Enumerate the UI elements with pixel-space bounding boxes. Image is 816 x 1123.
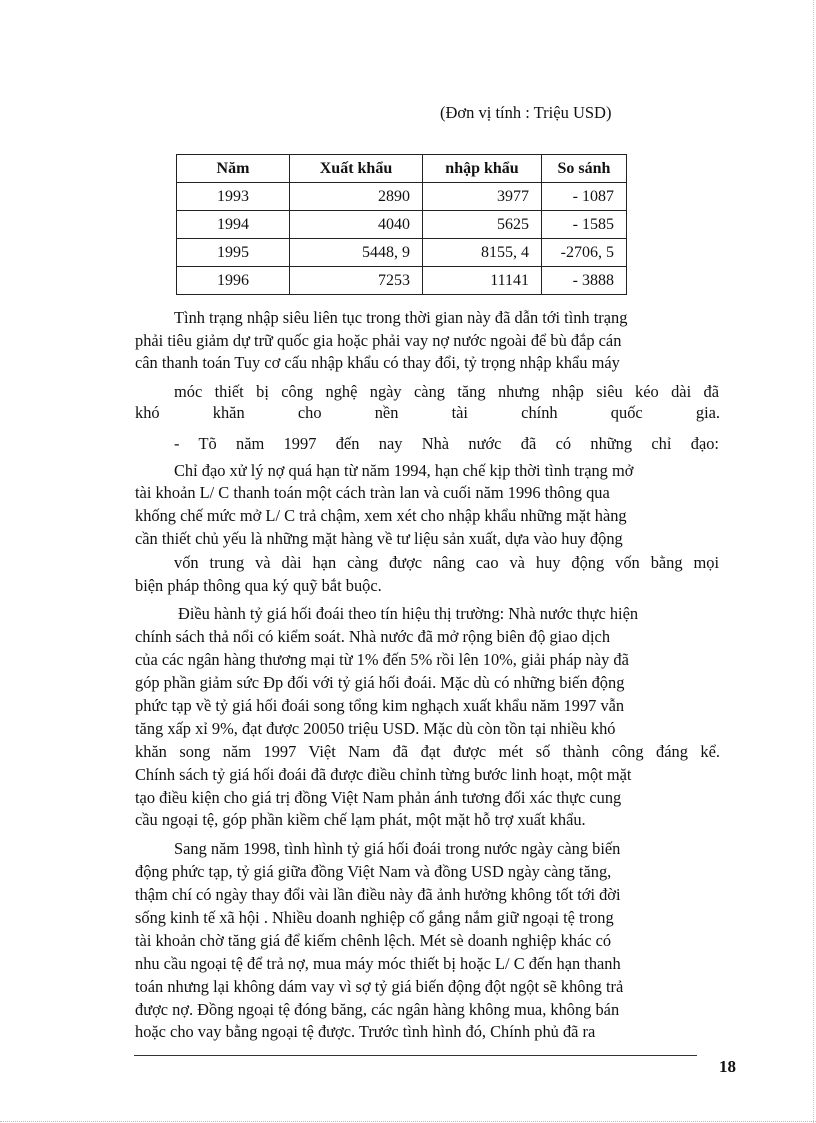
text-line: cầu ngoại tệ, góp phần kiềm chế lạm phát, một mặt hỗ trợ xuất khẩu. — [135, 810, 586, 829]
cell-import: 8155, 4 — [423, 239, 542, 267]
text-line: Chính sách tỷ giá hối đoái đã được điều chỉnh từng bước linh hoạt, một mặt — [135, 765, 632, 784]
page-right-edge — [813, 0, 814, 1123]
text-line: của các ngân hàng thương mại từ 1% đến 5% rồi lên 10%, giải pháp này đã — [135, 650, 629, 669]
cell-export: 4040 — [290, 211, 423, 239]
text-line: tăng xấp xỉ 9%, đạt được 20050 triệu USD. Mặc dù còn tồn tại nhiều khó — [135, 719, 616, 738]
text-line: góp phần giảm sức Đp đối với tỷ giá hối đoái. Mặc dù có những biến động — [135, 673, 625, 692]
text-line: phức tạp về tỷ giá hối đoái song tổng kim nghạch xuất khẩu năm 1997 vẫn — [135, 696, 625, 715]
cell-compare: -2706, 5 — [542, 239, 627, 267]
text-line: khống chế mức mở L/ C trả chậm, xem xét cho nhập khẩu những mặt hàng — [135, 506, 627, 525]
text-line: phải tiêu giảm dự trữ quốc gia hoặc phải vay nợ nước ngoài để bù đắp cán — [135, 331, 622, 350]
cell-compare: - 1087 — [542, 183, 627, 211]
text-line: được nợ. Đồng ngoại tệ đóng băng, các ngân hàng không mua, không bán — [135, 1000, 620, 1019]
cell-compare: - 1585 — [542, 211, 627, 239]
text-line: Điều hành tỷ giá hối đoái theo tín hiệu thị trường: Nhà nước thực hiện — [178, 604, 639, 623]
text-line: Tình trạng nhập siêu liên tục trong thời gian này đã dẫn tới tình trạng — [174, 308, 628, 327]
footer-rule — [134, 1055, 697, 1056]
text-line: nhu cầu ngoại tệ để trả nợ, mua máy móc thiết bị hoặc L/ C đến hạn thanh — [135, 954, 621, 973]
header-compare: So sánh — [542, 155, 627, 183]
cell-year: 1995 — [177, 239, 290, 267]
text-line: - Tõ năm 1997 đến nay Nhà nước đã có những chỉ đạo: — [174, 434, 719, 453]
text-line: tài khoản L/ C thanh toán một cách tràn lan và cuối năm 1996 thông qua — [135, 483, 610, 502]
text-line: tạo điều kiện cho giá trị đồng Việt Nam phản ánh tương đối xác thực cung — [135, 788, 622, 807]
header-year: Năm — [177, 155, 290, 183]
text-line: Chỉ đạo xử lý nợ quá hạn từ năm 1994, hạn chế kịp thời tình trạng mở — [174, 461, 634, 480]
cell-import: 5625 — [423, 211, 542, 239]
cell-import: 3977 — [423, 183, 542, 211]
page-bottom-edge — [0, 1121, 816, 1122]
text-line: cần thiết chủ yếu là những mặt hàng về tư liệu sản xuất, dựa vào huy động — [135, 529, 623, 548]
cell-export: 2890 — [290, 183, 423, 211]
page-number: 18 — [719, 1057, 736, 1076]
table-row — [177, 267, 627, 295]
cell-year: 1993 — [177, 183, 290, 211]
cell-compare: - 3888 — [542, 267, 627, 295]
text-line: Sang năm 1998, tình hình tỷ giá hối đoái trong nước ngày càng biến — [174, 839, 621, 858]
text-line: biện pháp thông qua ký quỹ bắt buộc. — [135, 576, 382, 595]
text-line: cân thanh toán Tuy cơ cấu nhập khẩu có thay đổi, tỷ trọng nhập khẩu máy — [135, 353, 620, 372]
unit-label: (Đơn vị tính : Triệu USD) — [440, 103, 612, 122]
text-line: khăn song năm 1997 Việt Nam đã đạt được mét số thành công đáng kể. — [135, 742, 720, 761]
header-import: nhập khẩu — [423, 155, 542, 183]
cell-export: 7253 — [290, 267, 423, 295]
text-line: tài khoản chờ tăng giá để kiếm chênh lệch. Mét sè doanh nghiệp khác có — [135, 931, 612, 950]
text-line: móc thiết bị công nghệ ngày càng tăng nhưng nhập siêu kéo dài đã — [174, 382, 719, 401]
cell-import: 11141 — [423, 267, 542, 295]
text-line: hoặc cho vay bằng ngoại tệ được. Trước tình hình đó, Chính phủ đã ra — [135, 1022, 596, 1041]
table-row — [177, 239, 627, 267]
text-line: sống kinh tế xã hội . Nhiều doanh nghiệp cố gắng nắm giữ ngoại tệ trong — [135, 908, 614, 927]
header-export: Xuất khẩu — [290, 155, 423, 183]
text-line: thậm chí có ngày thay đổi vài lần điều này đã ảnh hưởng không tốt tới đời — [135, 885, 621, 904]
trade-table — [176, 154, 627, 295]
table-row — [177, 211, 627, 239]
text-line: vốn trung và dài hạn càng được nâng cao và huy động vốn bằng mọi — [174, 553, 719, 572]
text-line: chính sách thả nổi có kiểm soát. Nhà nước đã mở rộng biên độ giao dịch — [135, 627, 611, 646]
text-line: toán nhưng lại không dám vay vì sợ tỷ giá biến động đột ngột sẽ không trả — [135, 977, 624, 996]
table-header-row — [177, 155, 627, 183]
cell-year: 1996 — [177, 267, 290, 295]
text-line: khó khăn cho nền tài chính quốc gia. — [135, 403, 720, 422]
cell-export: 5448, 9 — [290, 239, 423, 267]
text-line: động phức tạp, tỷ giá giữa đồng Việt Nam và đồng USD ngày càng tăng, — [135, 862, 612, 881]
table-row — [177, 183, 627, 211]
cell-year: 1994 — [177, 211, 290, 239]
